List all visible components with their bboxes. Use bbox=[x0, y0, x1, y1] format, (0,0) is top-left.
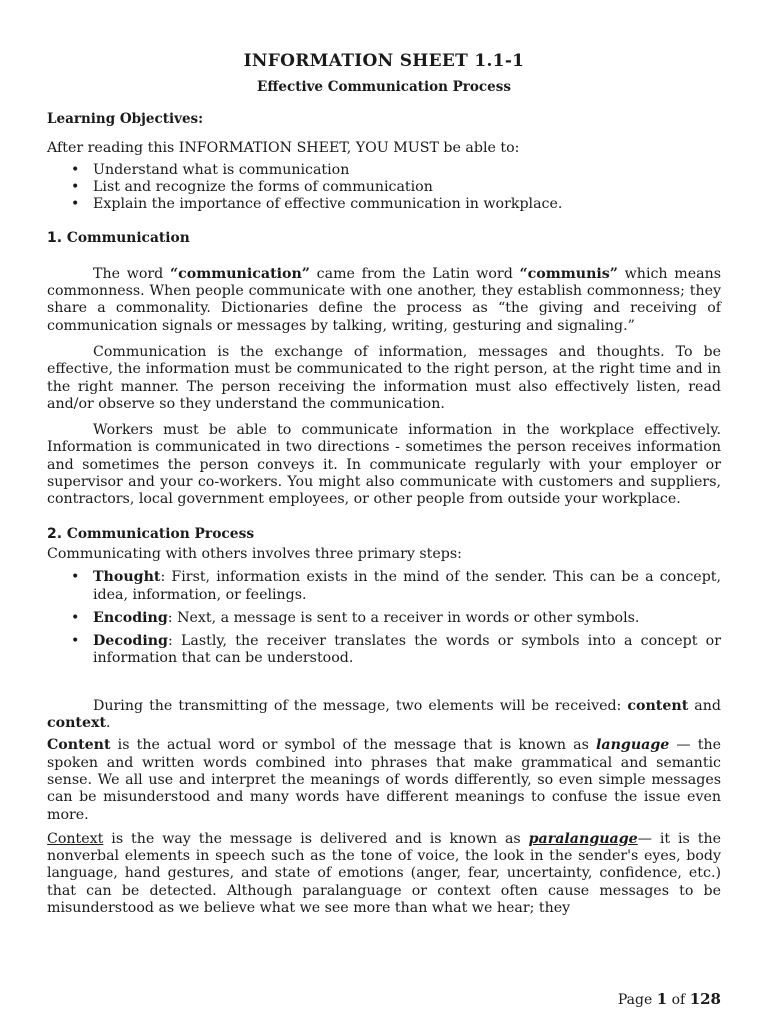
paragraph: Communication is the exchange of information, messages and thoughts. To be effective, the information must be communicated to the right person, at the right time and in the right manner. The person receiving the information must also effectively listen, read and/or observe so they understand the communication. bbox=[47, 343, 721, 412]
text-run: During the transmitting of the message, two elements will be received: bbox=[93, 697, 628, 714]
list-item bbox=[47, 610, 721, 627]
term-content: Content bbox=[47, 737, 111, 754]
term-language: language bbox=[596, 737, 670, 754]
step-term: Thought bbox=[93, 569, 161, 586]
section-title: Communication bbox=[66, 230, 190, 247]
section-number: 2. bbox=[47, 525, 63, 542]
term-communication: “communication” bbox=[169, 265, 310, 282]
objectives-intro: After reading this INFORMATION SHEET, YOU MUST be able to: bbox=[47, 140, 520, 157]
paragraph: Workers must be able to communicate information in the workplace effectively. Information is communicated in two directions - sometimes the person receives information and sometimes the person conveys it. In communicate regularly with your employer or supervisor and your co-workers. You might also communicate with customers and suppliers, contractors, local government employees, or other people from outside your workplace. bbox=[47, 422, 721, 508]
page-label: Page bbox=[617, 992, 657, 1008]
paragraph: Communicating with others involves three primary steps: bbox=[47, 545, 462, 562]
term-communis: “communis” bbox=[519, 265, 618, 282]
term-content: content bbox=[627, 697, 689, 714]
text-run: . bbox=[106, 715, 111, 732]
section-number: 1. bbox=[47, 230, 63, 247]
section-heading-communication-process bbox=[47, 526, 721, 543]
paragraph bbox=[47, 698, 721, 733]
page-number: 1 bbox=[656, 990, 668, 1008]
term-context: Context bbox=[47, 830, 104, 847]
objectives-list bbox=[47, 162, 721, 214]
step-term: Encoding bbox=[93, 609, 168, 626]
list-item bbox=[47, 569, 721, 604]
list-item: • List and recognize the forms of communication bbox=[47, 179, 721, 196]
document-page bbox=[47, 50, 721, 917]
text-run: The word bbox=[93, 265, 170, 282]
step-text: : First, information exists in the mind of the sender. This can be a concept, idea, information, or feelings. bbox=[93, 569, 721, 603]
list-item bbox=[47, 633, 721, 668]
page-title: INFORMATION SHEET 1.1-1 bbox=[243, 51, 525, 71]
text-run: is the way the message is delivered and is known as bbox=[103, 830, 529, 847]
step-text: : Lastly, the receiver translates the words or symbols into a concept or information that can be understood. bbox=[93, 633, 721, 667]
of-label: of bbox=[667, 992, 690, 1008]
text-run: — it is the nonverbal elements in speech such as the tone of voice, the look in the sender's eyes, body language, hand gestures, and state of emotions (anger, fear, uncertainty, confidence, etc.) that can be detected. Although paralanguage or context often cause messages to be misunderstood as we believe what we see more than what we hear; they bbox=[47, 830, 721, 916]
page-footer bbox=[618, 990, 721, 1008]
section-title: Communication Process bbox=[66, 525, 255, 542]
text-run: — the spoken and written words combined into phrases that make grammatical and semantic sense. We all use and interpret the meanings of words differently, so even simple messages can be misunderstood and many words have different meanings to confuse the issue even more. bbox=[47, 737, 721, 823]
paragraph bbox=[47, 831, 721, 917]
text-run: is the actual word or symbol of the message that is known as bbox=[110, 737, 597, 754]
paragraph bbox=[47, 266, 721, 335]
objectives-heading: Learning Objectives: bbox=[47, 111, 204, 127]
section-heading-communication bbox=[47, 230, 721, 247]
step-text: : Next, a message is sent to a receiver in words or other symbols. bbox=[167, 609, 640, 626]
paragraph bbox=[47, 737, 721, 823]
page-total: 128 bbox=[689, 990, 721, 1008]
page-subtitle: Effective Communication Process bbox=[257, 79, 511, 95]
term-context: context bbox=[47, 715, 107, 732]
text-run: and bbox=[688, 697, 721, 714]
list-item: • Explain the importance of effective communication in workplace. bbox=[47, 196, 721, 213]
steps-list bbox=[47, 569, 721, 667]
term-paralanguage: paralanguage bbox=[528, 830, 638, 847]
text-run: which means commonness. When people communicate with one another, they establish commonness; they share a commonality. Dictionaries define the process as “the giving and receiving of communication signals or messages by talking, writing, gesturing and signaling.” bbox=[47, 265, 721, 334]
text-run: came from the Latin word bbox=[309, 265, 520, 282]
list-item: • Understand what is communication bbox=[47, 162, 721, 179]
step-term: Decoding bbox=[93, 633, 168, 650]
